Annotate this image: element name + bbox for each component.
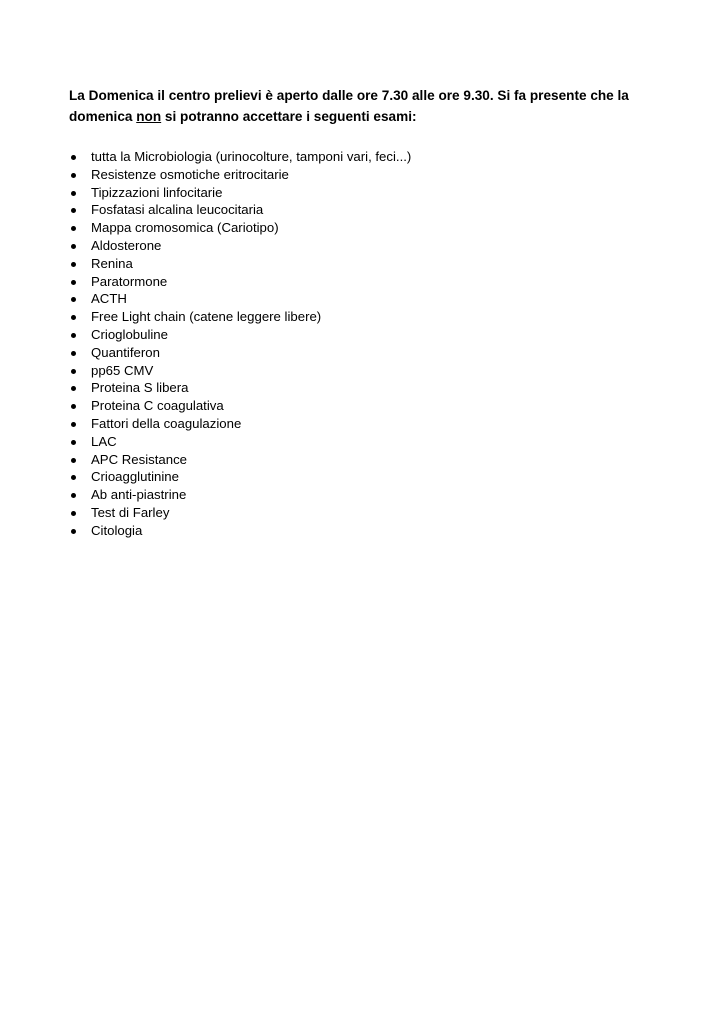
bullet-icon [71, 244, 76, 249]
bullet-icon [71, 475, 76, 480]
bullet-icon [71, 280, 76, 285]
bullet-icon [71, 440, 76, 445]
list-item-text: Citologia [91, 522, 143, 538]
list-item-text: Crioglobuline [91, 326, 168, 342]
list-item [69, 415, 411, 433]
intro-emphasis: non [136, 109, 162, 124]
list-item [69, 201, 411, 219]
bullet-icon [71, 369, 76, 374]
intro-paragraph [69, 85, 649, 127]
bullet-icon [71, 404, 76, 409]
list-item [69, 486, 411, 504]
list-item-text: Resistenze osmotiche eritrocitarie [91, 166, 289, 182]
list-item [69, 273, 411, 291]
list-item-text: Fattori della coagulazione [91, 415, 242, 431]
excluded-exams-list [69, 148, 411, 540]
list-item-text: tutta la Microbiologia (urinocolture, tamponi vari, feci...) [91, 149, 412, 164]
list-item [69, 237, 411, 255]
list-item [69, 362, 411, 380]
list-item-text: Mappa cromosomica (Cariotipo) [91, 220, 279, 236]
list-item-text: Test di Farley [91, 504, 170, 520]
list-item-text: Free Light chain (catene leggere libere) [91, 309, 322, 325]
list-item [69, 255, 411, 273]
list-item-text: pp65 CMV [91, 362, 154, 378]
bullet-icon [71, 351, 76, 356]
bullet-icon [71, 333, 76, 338]
list-item [69, 290, 411, 308]
bullet-icon [71, 208, 76, 213]
bullet-icon [71, 155, 76, 160]
bullet-icon [71, 262, 76, 267]
bullet-icon [71, 297, 76, 302]
list-item [69, 504, 411, 522]
bullet-icon [71, 458, 76, 463]
bullet-icon [71, 173, 76, 178]
bullet-icon [71, 386, 76, 391]
list-item-text: APC Resistance [91, 451, 188, 467]
bullet-icon [71, 226, 76, 231]
list-item-text: Crioagglutinine [91, 469, 179, 485]
list-item [69, 397, 411, 415]
list-item [69, 468, 411, 486]
list-item-text: Proteina S libera [91, 380, 189, 396]
bullet-icon [71, 529, 76, 534]
list-item [69, 344, 411, 362]
list-item-text: Aldosterone [91, 237, 162, 253]
list-item-text: Proteina C coagulativa [91, 398, 224, 414]
list-item-text: Tipizzazioni linfocitarie [91, 184, 223, 200]
list-item-text: Quantiferon [91, 344, 160, 360]
list-item [69, 219, 411, 237]
list-item [69, 166, 411, 184]
list-item [69, 184, 411, 202]
intro-text-start: La Domenica il centro prelievi è aperto dalle ore 7.30 alle ore 9.30. Si fa presente che la domenica [69, 88, 629, 124]
list-item-text: Paratormone [91, 273, 168, 289]
bullet-icon [71, 493, 76, 498]
bullet-icon [71, 191, 76, 196]
list-item-text: Renina [91, 255, 133, 271]
list-item [69, 522, 411, 540]
intro-text-end: si potranno accettare i seguenti esami: [161, 109, 417, 124]
list-item [69, 451, 411, 469]
list-item [69, 308, 411, 326]
list-item [69, 433, 411, 451]
bullet-icon [71, 315, 76, 320]
list-item [69, 148, 411, 166]
bullet-icon [71, 422, 76, 427]
list-item-text: ACTH [91, 291, 127, 307]
list-item-text: Ab anti-piastrine [91, 487, 187, 503]
list-item-text: Fosfatasi alcalina leucocitaria [91, 202, 264, 218]
list-item [69, 379, 411, 397]
bullet-icon [71, 511, 76, 516]
list-item [69, 326, 411, 344]
list-item-text: LAC [91, 433, 117, 449]
